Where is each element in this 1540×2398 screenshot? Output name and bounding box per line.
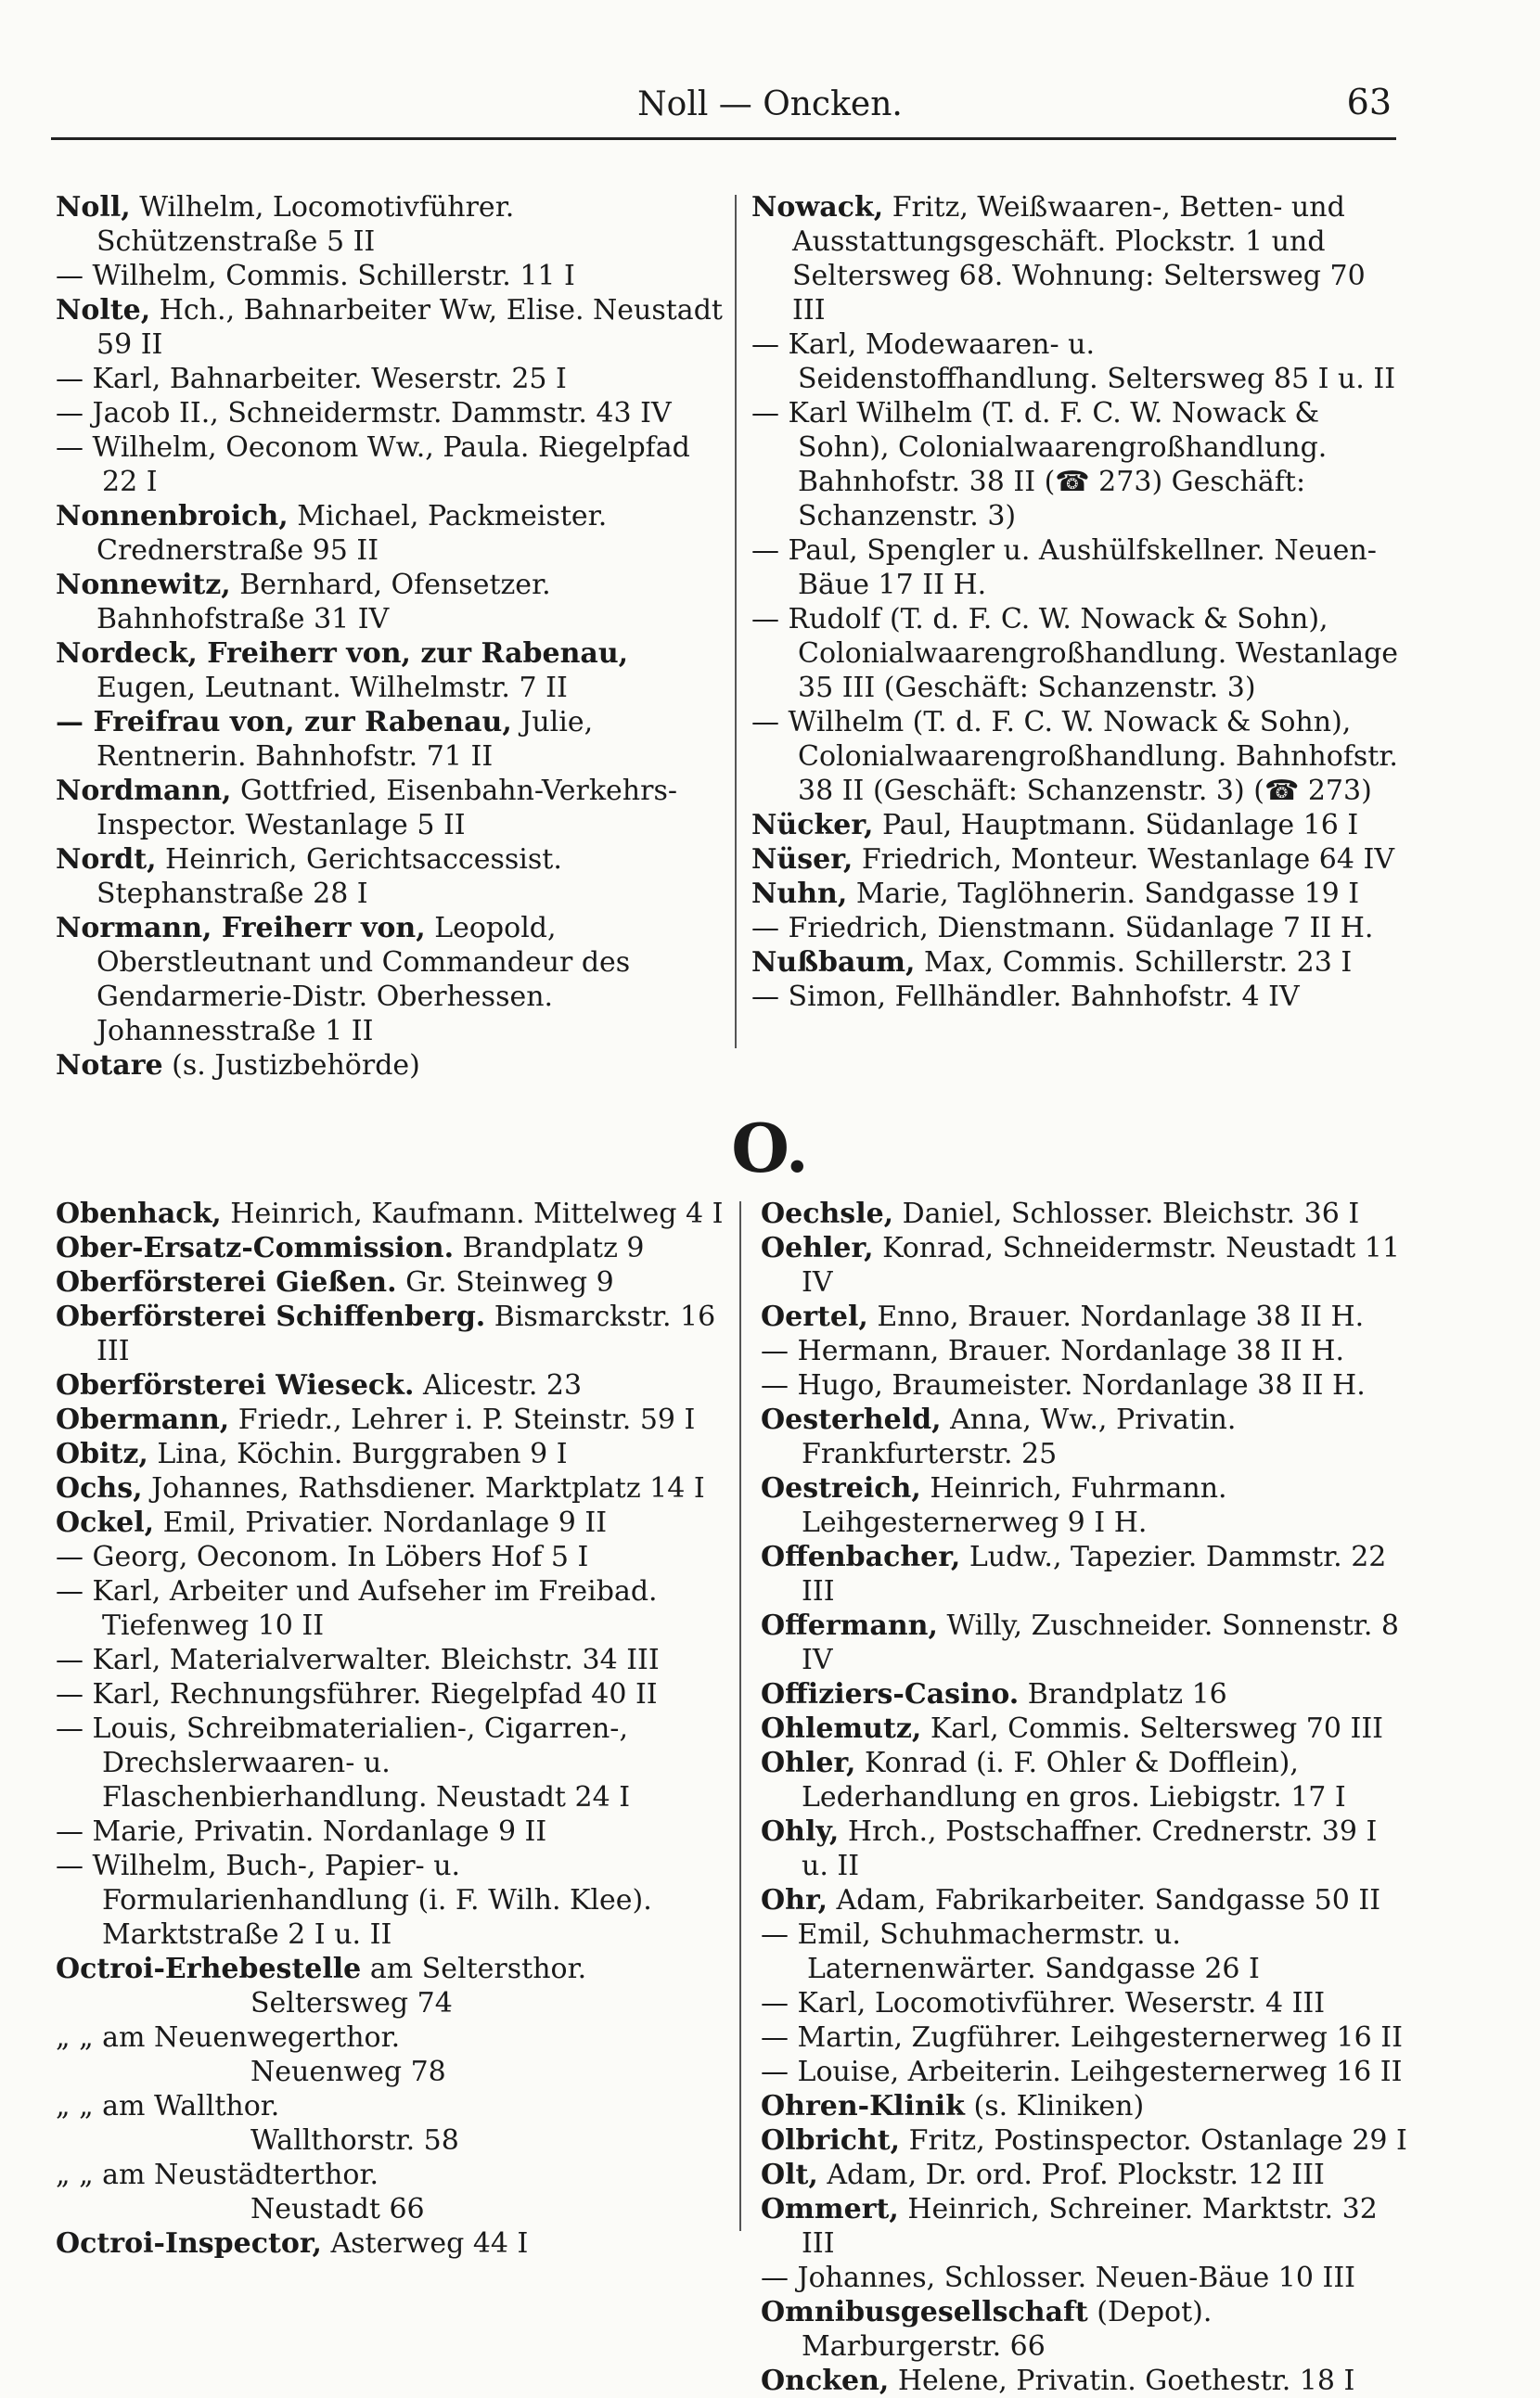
entry-details: — Louise, Arbeiterin. Leihgesternerweg 16 II <box>761 2056 1403 2088</box>
entry-name: Nüser, <box>751 843 853 876</box>
entry-name: Normann, Freiherr von, <box>56 912 426 944</box>
entry-details: — Karl, Locomotivführer. Weserstr. 4 III <box>761 1987 1326 2020</box>
entry-details: Neuenweg 78 <box>250 2056 446 2088</box>
entry-details: Lina, Köchin. Burggraben 9 I <box>148 1438 568 1470</box>
column-divider-top <box>735 195 737 1048</box>
page-header <box>0 82 1540 137</box>
entry-name: Oertel, <box>761 1301 868 1333</box>
directory-entry <box>56 1643 724 1677</box>
entry-details: — Simon, Fellhändler. Bahnhofstr. 4 IV <box>751 981 1300 1013</box>
entry-name: Ober-Ersatz-Commission. <box>56 1232 455 1264</box>
directory-entry <box>56 1540 724 1574</box>
directory-entry <box>751 945 1401 980</box>
entry-details: Heinrich, Schreiner. Marktstr. 32 III <box>802 2193 1378 2260</box>
directory-entry <box>761 2364 1410 2398</box>
directory-entry <box>56 2123 724 2158</box>
entry-name: Nolte, <box>56 294 151 327</box>
directory-entry <box>761 2261 1410 2295</box>
column-divider-bottom <box>739 1201 741 2231</box>
section-letter: O. <box>731 1109 809 1187</box>
entry-details: Bismarckstr. 16 III <box>96 1301 716 1367</box>
entry-details: Neustadt 66 <box>250 2193 425 2225</box>
entry-details: — Karl, Materialverwalter. Bleichstr. 34 III <box>56 1644 660 1676</box>
directory-entry <box>56 911 724 1048</box>
entry-details: Ludw., Tapezier. Dammstr. 22 III <box>802 1541 1387 1608</box>
entry-details: Daniel, Schlosser. Bleichstr. 36 I <box>893 1198 1360 1230</box>
page-number: 63 <box>1346 82 1392 122</box>
directory-entry <box>761 1368 1410 1403</box>
directory-entry <box>761 2055 1410 2089</box>
entry-details: — Hugo, Braumeister. Nordanlage 38 II H. <box>761 1369 1366 1402</box>
entry-details: Konrad (i. F. Ohler & Dofflein), Lederhandlung en gros. Liebigstr. 17 I <box>802 1747 1346 1814</box>
entry-details: Helene, Privatin. Goethestr. 18 I <box>889 2365 1355 2397</box>
directory-entry <box>56 1849 724 1952</box>
directory-entry <box>56 1197 724 1231</box>
entry-name: Oehler, <box>761 1232 874 1264</box>
entry-name: — Freifrau von, zur Rabenau, <box>56 706 512 738</box>
entry-name: Nordeck, Freiherr von, zur Rabenau, <box>56 637 629 670</box>
directory-entry <box>56 2226 724 2261</box>
column-right-top <box>751 190 1401 1014</box>
directory-entry <box>56 190 724 259</box>
entry-details: Seltersweg 74 <box>250 1987 453 2020</box>
entry-details: Brandplatz 16 <box>1019 1678 1227 1711</box>
entry-name: Olt, <box>761 2159 818 2191</box>
entry-name: Nordt, <box>56 843 157 876</box>
entry-details: Gottfried, Eisenbahn-Verkehrs-Inspector. Westanlage 5 II <box>96 775 677 841</box>
directory-entry <box>761 1231 1410 1300</box>
entry-name: Oberförsterei Gießen. <box>56 1266 397 1299</box>
entry-name: Oberförsterei Schiffenberg. <box>56 1301 486 1333</box>
entry-details: (s. Justizbehörde) <box>162 1049 420 1082</box>
entry-name: Ohr, <box>761 1884 828 1917</box>
directory-entry <box>761 1403 1410 1471</box>
entry-name: Ohren-Klinik <box>761 2090 965 2122</box>
directory-entry <box>761 1883 1410 1917</box>
directory-entry <box>751 808 1401 842</box>
entry-name: Nonnenbroich, <box>56 500 289 532</box>
directory-entry <box>56 1471 724 1506</box>
column-left-bottom <box>56 1197 724 2261</box>
entry-details: Max, Commis. Schillerstr. 23 I <box>915 946 1353 979</box>
directory-entry <box>761 1471 1410 1540</box>
entry-details: Fritz, Weißwaaren-, Betten- und Ausstattungsgeschäft. Plockstr. 1 und Seltersweg 68. Wohnung: Seltersweg 70 III <box>792 191 1366 327</box>
entry-details: Konrad, Schneidermstr. Neustadt 11 IV <box>802 1232 1400 1299</box>
directory-entry <box>751 533 1401 602</box>
entry-name: Olbricht, <box>761 2124 901 2157</box>
directory-entry <box>56 430 724 499</box>
entry-details: „ „ am Neustädterthor. <box>56 2159 379 2191</box>
entry-details: Brandplatz 9 <box>454 1232 645 1264</box>
entry-details: Johannes, Rathsdiener. Marktplatz 14 I <box>142 1472 705 1505</box>
directory-entry <box>751 705 1401 808</box>
directory-entry <box>761 2158 1410 2192</box>
directory-entry <box>56 1437 724 1471</box>
directory-entry <box>56 362 724 396</box>
directory-entry <box>761 2192 1410 2261</box>
entry-details: Friedrich, Monteur. Westanlage 64 IV <box>853 843 1395 876</box>
directory-entry <box>751 842 1401 877</box>
entry-details: — Jacob II., Schneidermstr. Dammstr. 43 IV <box>56 397 672 430</box>
directory-entry <box>56 1403 724 1437</box>
entry-name: Oechsle, <box>761 1198 894 1230</box>
entry-name: Oesterheld, <box>761 1404 942 1436</box>
directory-entry <box>56 1300 724 1368</box>
directory-entry <box>761 1334 1410 1368</box>
directory-entry <box>56 1265 724 1300</box>
entry-details: Gr. Steinweg 9 <box>396 1266 614 1299</box>
entry-name: Nußbaum, <box>751 946 916 979</box>
entry-name: Noll, <box>56 191 131 224</box>
entry-name: Offiziers-Casino. <box>761 1678 1020 1711</box>
directory-entry <box>761 2123 1410 2158</box>
entry-details: — Karl, Modewaaren- u. Seidenstoffhandlung. Seltersweg 85 I u. II <box>751 328 1396 395</box>
entry-details: — Karl, Rechnungsführer. Riegelpfad 40 II <box>56 1678 658 1711</box>
entry-name: Ohlemutz, <box>761 1712 922 1745</box>
directory-entry <box>56 1574 724 1643</box>
entry-details: (s. Kliniken) <box>964 2090 1145 2122</box>
directory-entry <box>761 1677 1410 1712</box>
entry-details: — Rudolf (T. d. F. C. W. Nowack & Sohn), Colonialwaarengroßhandlung. Westanlage 35 III (Geschäft: Schanzenstr. 3) <box>751 603 1399 704</box>
directory-entry <box>56 2055 724 2089</box>
directory-entry <box>56 2020 724 2055</box>
entry-details: Adam, Dr. ord. Prof. Plockstr. 12 III <box>817 2159 1325 2191</box>
directory-entry <box>56 499 724 568</box>
entry-details: — Marie, Privatin. Nordanlage 9 II <box>56 1815 547 1848</box>
entry-details: Asterweg 44 I <box>321 2227 529 2260</box>
entry-name: Obitz, <box>56 1438 148 1470</box>
entry-details: — Emil, Schuhmachermstr. u. Laternenwärter. Sandgasse 26 I <box>761 1918 1260 1985</box>
entry-name: Notare <box>56 1049 163 1082</box>
entry-details: — Hermann, Brauer. Nordanlage 38 II H. <box>761 1335 1344 1367</box>
entry-details: Wilhelm, Locomotivführer. Schützenstraße 5 II <box>96 191 515 258</box>
entry-name: Ohly, <box>761 1815 840 1848</box>
directory-entry <box>56 1506 724 1540</box>
directory-entry <box>56 705 724 774</box>
directory-entry <box>761 1609 1410 1677</box>
entry-details: Hch., Bahnarbeiter Ww, Elise. Neustadt 59 II <box>96 294 723 361</box>
directory-entry <box>761 1300 1410 1334</box>
entry-name: Nowack, <box>751 191 884 224</box>
directory-entry <box>56 2089 724 2123</box>
directory-entry <box>56 293 724 362</box>
directory-entry <box>56 774 724 842</box>
directory-entry <box>56 1952 724 1986</box>
directory-entry <box>761 1540 1410 1609</box>
directory-entry <box>56 2158 724 2192</box>
entry-name: Offenbacher, <box>761 1541 961 1573</box>
entry-details: Hrch., Postschaffner. Crednerstr. 39 I u. II <box>802 1815 1378 1882</box>
entry-details: Michael, Packmeister. Crednerstraße 95 II <box>96 500 608 567</box>
entry-name: Nordmann, <box>56 775 232 807</box>
entry-details: Bernhard, Ofensetzer. Bahnhofstraße 31 IV <box>96 569 551 635</box>
entry-details: Heinrich, Kaufmann. Mittelweg 4 I <box>221 1198 724 1230</box>
directory-entry <box>56 1677 724 1712</box>
directory-entry <box>751 190 1401 327</box>
entry-details: Karl, Commis. Seltersweg 70 III <box>921 1712 1384 1745</box>
entry-name: Nuhn, <box>751 878 848 910</box>
entry-details: — Wilhelm, Buch-, Papier- u. Formularienhandlung (i. F. Wilh. Klee). Marktstraße 2 I u. II <box>56 1850 652 1951</box>
entry-details: Enno, Brauer. Nordanlage 38 II H. <box>867 1301 1365 1333</box>
entry-details: Anna, Ww., Privatin. Frankfurterstr. 25 <box>802 1404 1237 1470</box>
entry-details: — Karl, Bahnarbeiter. Weserstr. 25 I <box>56 363 567 395</box>
directory-entry <box>56 1712 724 1815</box>
entry-details: — Georg, Oeconom. In Löbers Hof 5 I <box>56 1541 589 1573</box>
entry-details: Leopold, Oberstleutnant und Commandeur des Gendarmerie-Distr. Oberhessen. Johannesstraße 1 II <box>96 912 631 1047</box>
entry-name: Obermann, <box>56 1404 230 1436</box>
directory-entry <box>761 1712 1410 1746</box>
entry-details: Friedr., Lehrer i. P. Steinstr. 59 I <box>229 1404 696 1436</box>
entry-name: Oberförsterei Wieseck. <box>56 1369 415 1402</box>
entry-name: Octroi-Erhebestelle <box>56 1953 362 1985</box>
directory-entry <box>751 602 1401 705</box>
entry-name: Omnibusgesellschaft <box>761 2296 1088 2328</box>
entry-name: Oncken, <box>761 2365 890 2397</box>
entry-name: Nonnewitz, <box>56 569 231 601</box>
entry-details: „ „ am Wallthor. <box>56 2090 280 2122</box>
entry-details: Alicestr. 23 <box>414 1369 583 1402</box>
directory-entry <box>761 1746 1410 1815</box>
entry-details: Paul, Hauptmann. Südanlage 16 I <box>873 809 1359 841</box>
entry-details: Fritz, Postinspector. Ostanlage 29 I <box>900 2124 1407 2157</box>
entry-details: — Wilhelm (T. d. F. C. W. Nowack & Sohn), Colonialwaarengroßhandlung. Bahnhofstr. 38 II (Geschäft: Schanzenstr. 3) (☎ 273) <box>751 706 1398 807</box>
entry-name: Offermann, <box>761 1609 938 1642</box>
column-right-bottom <box>761 1197 1410 2398</box>
directory-entry <box>56 1231 724 1265</box>
entry-details: am Seltersthor. <box>361 1953 587 1985</box>
entry-details: — Wilhelm, Oeconom Ww., Paula. Riegelpfad 22 I <box>56 431 690 498</box>
entry-details: — Karl, Arbeiter und Aufseher im Freibad. Tiefenweg 10 II <box>56 1575 658 1642</box>
directory-entry <box>751 877 1401 911</box>
entry-name: Ohler, <box>761 1747 856 1779</box>
entry-details: Willy, Zuschneider. Sonnenstr. 8 IV <box>802 1609 1399 1676</box>
directory-entry <box>751 980 1401 1014</box>
entry-details: — Wilhelm, Commis. Schillerstr. 11 I <box>56 260 575 292</box>
entry-details: Heinrich, Gerichtsaccessist. Stephanstraße 28 I <box>96 843 562 910</box>
entry-name: Ochs, <box>56 1472 143 1505</box>
directory-entry <box>761 2020 1410 2055</box>
directory-entry <box>761 1917 1410 1986</box>
entry-name: Octroi-Inspector, <box>56 2227 322 2260</box>
entry-details: — Paul, Spengler u. Aushülfskellner. Neuen-Bäue 17 II H. <box>751 534 1377 601</box>
header-rule <box>51 137 1396 140</box>
entry-details: „ „ am Neuenwegerthor. <box>56 2021 401 2054</box>
entry-details: Eugen, Leutnant. Wilhelmstr. 7 II <box>96 672 568 704</box>
directory-entry <box>56 1986 724 2020</box>
directory-entry <box>751 911 1401 945</box>
entry-details: — Martin, Zugführer. Leihgesternerweg 16 II <box>761 2021 1403 2054</box>
entry-name: Obenhack, <box>56 1198 222 1230</box>
directory-entry <box>761 2295 1410 2364</box>
running-title: Noll — Oncken. <box>637 85 903 123</box>
entry-details: — Johannes, Schlosser. Neuen-Bäue 10 III <box>761 2262 1356 2294</box>
directory-entry <box>761 1815 1410 1883</box>
directory-entry <box>56 2192 724 2226</box>
directory-entry <box>56 396 724 430</box>
entry-name: Ommert, <box>761 2193 899 2225</box>
directory-entry <box>56 1048 724 1083</box>
directory-entry <box>761 2089 1410 2123</box>
directory-entry <box>751 327 1401 396</box>
column-left-top <box>56 190 724 1083</box>
directory-entry <box>761 1197 1410 1231</box>
entry-name: Oestreich, <box>761 1472 921 1505</box>
entry-details: — Karl Wilhelm (T. d. F. C. W. Nowack & Sohn), Colonialwaarengroßhandlung. Bahnhofstr. 38 II (☎ 273) Geschäft: Schanzenstr. 3) <box>751 397 1328 532</box>
entry-details: Heinrich, Fuhrmann. Leihgesternerweg 9 I H. <box>802 1472 1227 1539</box>
entry-name: Nücker, <box>751 809 874 841</box>
directory-entry <box>751 396 1401 533</box>
entry-name: Ockel, <box>56 1507 155 1539</box>
entry-details: Marie, Taglöhnerin. Sandgasse 19 I <box>847 878 1360 910</box>
directory-entry <box>761 1986 1410 2020</box>
directory-entry <box>56 259 724 293</box>
directory-entry <box>56 568 724 636</box>
entry-details: — Louis, Schreibmaterialien-, Cigarren-, Drechslerwaaren- u. Flaschenbierhandlung. Neustadt 24 I <box>56 1712 631 1814</box>
entry-details: Emil, Privatier. Nordanlage 9 II <box>154 1507 608 1539</box>
directory-entry <box>56 1815 724 1849</box>
directory-entry <box>56 1368 724 1403</box>
entry-details: Wallthorstr. 58 <box>250 2124 459 2157</box>
entry-details: Adam, Fabrikarbeiter. Sandgasse 50 II <box>828 1884 1381 1917</box>
entry-details: (Depot). Marburgerstr. 66 <box>802 2296 1213 2363</box>
directory-entry <box>56 636 724 705</box>
entry-details: Julie, Rentnerin. Bahnhofstr. 71 II <box>96 706 594 773</box>
directory-entry <box>56 842 724 911</box>
entry-details: — Friedrich, Dienstmann. Südanlage 7 II H. <box>751 912 1374 944</box>
